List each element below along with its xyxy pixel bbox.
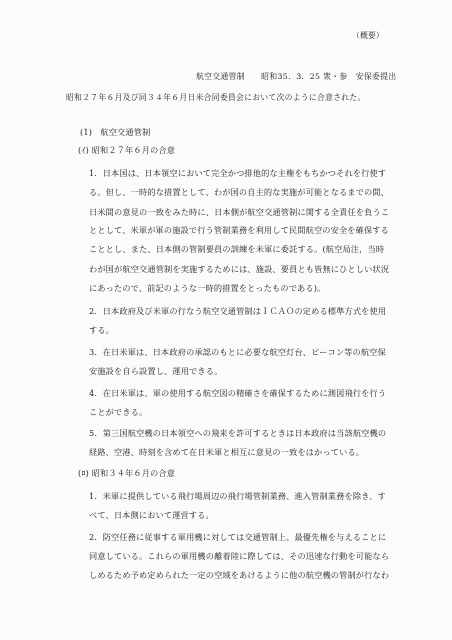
- document-attribution: 航空交通管制 昭和35．3．25 衆・参 安保委提出: [196, 72, 397, 81]
- item-1-line-5: こととし、また、日本側の管制要員の訓練を米軍に委託する。(航空局注，当時: [89, 244, 385, 254]
- item-1-line-4: ととして、米軍が軍の施設で行う管制業務を利用して民間航空の安全を確保する: [89, 225, 389, 235]
- item-5-line-1: 5．第三国航空機の日本領空への飛来を許可するときは日本政府は当該航空機の: [89, 428, 387, 438]
- item-1-line-6: わが国が航空交通管制を実施するためには、施設、要員とも皆無にひとしい状況: [89, 264, 390, 274]
- item-1-line-7: にあったので、前記のような一時的措置をとったものである)。: [89, 283, 326, 293]
- item-1-line-1: 1．日本国は、日本領空において完全かつ排他的な主権をもちかつそれを行使す: [89, 168, 387, 178]
- b-item-1-line-2: べて、日本側において運営する。: [89, 510, 214, 520]
- item-4-line-1: 4．在日米軍は、軍の使用する航空図の精確さを確保するために測図飛行を行う: [89, 388, 387, 398]
- b-item-2-line-3: しめるため予め定められた一定の空域をあけるように他の航空機の管制が行なわ: [89, 570, 390, 580]
- b-item-1-line-1: 1．米軍に提供している飛行場周辺の飛行場管制業務、進入管制業務を除き、す: [89, 491, 386, 501]
- intro-text: 昭和２７年６月及び同３４年６月日米合同委員会において次のように合意された。: [66, 93, 366, 102]
- item-2-line-2: する。: [89, 325, 115, 335]
- item-1-line-2: る。但し、一時的な措置として、わが国の自主的な実施が可能となるまでの間、: [89, 187, 389, 197]
- item-1-line-3: 日米間の意見の一致をみた時に、日本側が航空交通管制に関する全責任を負うこ: [89, 207, 390, 217]
- item-3-line-1: 3．在日米軍は、日本政府の承認のもとに必要な航空灯台、ビーコン等の航空保: [89, 347, 386, 357]
- section-heading: (1) 航空交通管制: [80, 127, 151, 137]
- item-2-line-1: 2．日本政府及び米軍の行なう航空交通管制はＩＣＡＯの定める標準方式を使用: [89, 306, 387, 316]
- b-item-2-line-1: 2．防空任務に従事する軍用機に対しては交通管制上、最優先権を与えることに: [89, 532, 387, 542]
- subsection-heading-b: (ﾛ) 昭和３４年６月の合意: [78, 468, 176, 478]
- item-4-line-2: ことができる。: [89, 407, 148, 417]
- b-item-2-line-2: 同意している。これらの軍用機の離着陸に際しては、その迅速な行動を可能なら: [89, 551, 390, 561]
- document-label: （概要）: [352, 31, 384, 40]
- item-5-line-2: 経路、空港、時刻を含めて在日米軍と相互に意見の一致をはかっている。: [89, 447, 365, 457]
- item-3-line-2: 安施設を自ら設置し、運用できる。: [89, 366, 223, 376]
- subsection-heading-a: (ｲ) 昭和２７年６月の合意: [78, 145, 176, 155]
